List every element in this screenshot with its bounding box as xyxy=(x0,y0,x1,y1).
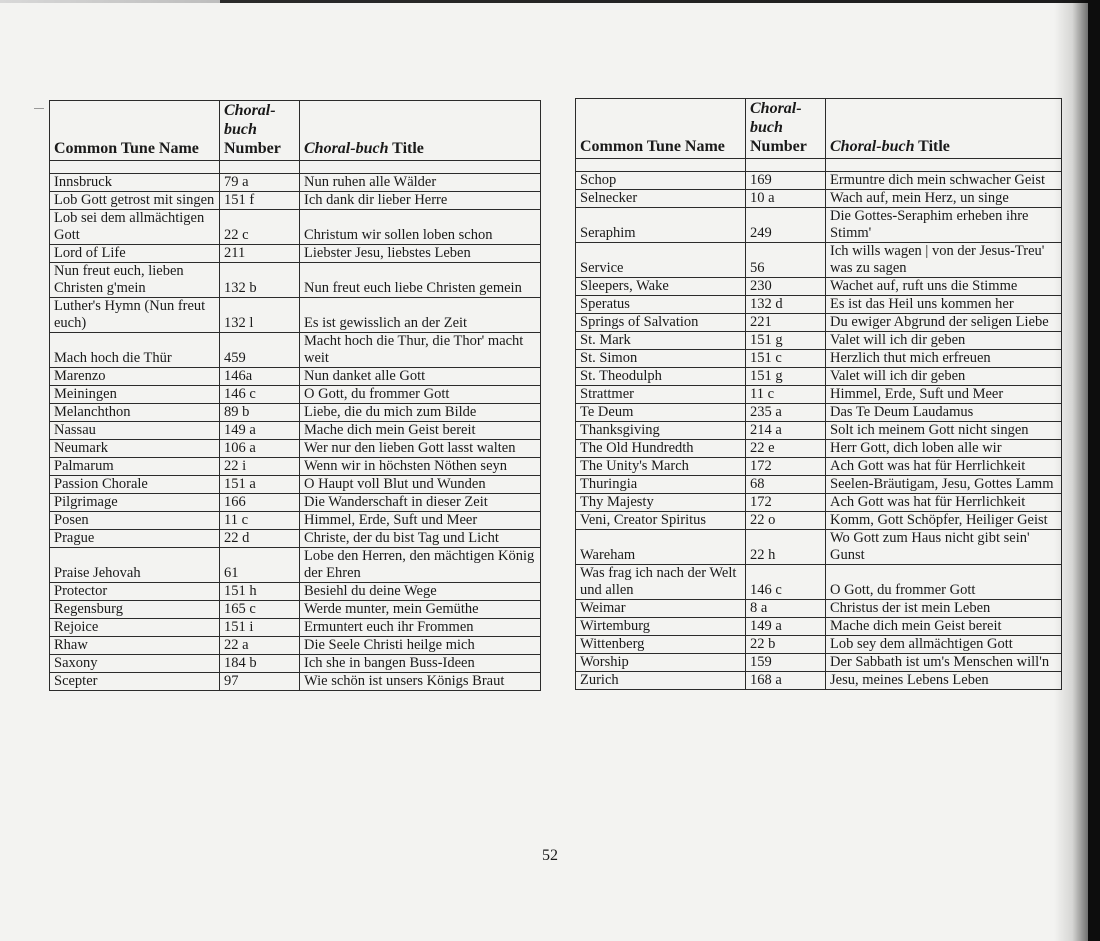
spacer-row xyxy=(576,159,1062,172)
choral-number-cell: 151 i xyxy=(220,619,300,637)
table-row xyxy=(576,476,1062,494)
table-row xyxy=(50,512,541,530)
table-row xyxy=(50,422,541,440)
choral-number-cell: 166 xyxy=(220,494,300,512)
table-row xyxy=(50,210,541,245)
choral-number-cell: 151 f xyxy=(220,192,300,210)
tune-name-cell: Service xyxy=(576,243,746,278)
choral-number-cell: 22 h xyxy=(746,530,826,565)
tune-name-cell: Thy Majesty xyxy=(576,494,746,512)
choral-number-cell: 79 a xyxy=(220,174,300,192)
table-row xyxy=(50,263,541,298)
tune-name-cell: Wareham xyxy=(576,530,746,565)
choral-number-cell: 97 xyxy=(220,673,300,691)
tune-name-cell: Lord of Life xyxy=(50,245,220,263)
table-row xyxy=(50,619,541,637)
spacer-cell xyxy=(826,159,1062,172)
table-row xyxy=(576,494,1062,512)
choral-title-cell: Ach Gott was hat für Herrlichkeit xyxy=(826,458,1062,476)
choral-title-cell: Valet will ich dir geben xyxy=(826,332,1062,350)
choral-title-cell: Valet will ich dir geben xyxy=(826,368,1062,386)
choral-title-cell: Du ewiger Abgrund der seligen Liebe xyxy=(826,314,1062,332)
choral-title-cell: Herzlich thut mich erfreuen xyxy=(826,350,1062,368)
spacer-cell xyxy=(220,161,300,174)
choral-number-cell: 8 a xyxy=(746,600,826,618)
table-row xyxy=(576,600,1062,618)
table-row xyxy=(576,243,1062,278)
choral-number-cell: 151 a xyxy=(220,476,300,494)
tune-name-cell: Innsbruck xyxy=(50,174,220,192)
choral-title-cell: Christum wir sollen loben schon xyxy=(300,210,541,245)
choral-number-cell: 146a xyxy=(220,368,300,386)
choral-title-cell: Jesu, meines Lebens Leben xyxy=(826,672,1062,690)
table-row xyxy=(50,458,541,476)
header-title-label: Title xyxy=(388,140,424,157)
table-row xyxy=(50,637,541,655)
choral-number-cell: 151 h xyxy=(220,583,300,601)
choral-title-cell: Nun danket alle Gott xyxy=(300,368,541,386)
choral-title-cell: Christus der ist mein Leben xyxy=(826,600,1062,618)
choral-title-cell: O Haupt voll Blut und Wunden xyxy=(300,476,541,494)
table-row xyxy=(576,278,1062,296)
tune-name-cell: Strattmer xyxy=(576,386,746,404)
choral-title-cell: Seelen-Bräutigam, Jesu, Gottes Lamm xyxy=(826,476,1062,494)
table-row xyxy=(50,298,541,333)
choral-title-cell: Herr Gott, dich loben alle wir xyxy=(826,440,1062,458)
tune-name-cell: Schop xyxy=(576,172,746,190)
choral-number-cell: 172 xyxy=(746,494,826,512)
header-title xyxy=(826,99,1062,159)
choral-title-cell: Nun freut euch liebe Christen gemein xyxy=(300,263,541,298)
choral-title-cell: Es ist das Heil uns kommen her xyxy=(826,296,1062,314)
tune-name-cell: Luther's Hymn (Nun freut euch) xyxy=(50,298,220,333)
right-tune-table xyxy=(575,98,1062,690)
choral-number-cell: 56 xyxy=(746,243,826,278)
tune-name-cell: Prague xyxy=(50,530,220,548)
tune-name-cell: Melanchthon xyxy=(50,404,220,422)
table-row xyxy=(576,565,1062,600)
table-row xyxy=(576,386,1062,404)
choral-title-cell: Ermuntert euch ihr Frommen xyxy=(300,619,541,637)
tune-name-cell: Was frag ich nach der Welt und allen xyxy=(576,565,746,600)
choral-title-cell: Die Seele Christi heilge mich xyxy=(300,637,541,655)
tune-name-cell: Lob Gott getrost mit singen xyxy=(50,192,220,210)
choral-number-cell: 132 b xyxy=(220,263,300,298)
tune-name-cell: The Old Hundredth xyxy=(576,440,746,458)
tune-name-cell: Meiningen xyxy=(50,386,220,404)
header-number-label: Number xyxy=(224,140,281,157)
header-title-italic: Choral-buch xyxy=(304,140,389,157)
choral-title-cell: Wachet auf, ruft uns die Stimme xyxy=(826,278,1062,296)
tune-name-cell: Speratus xyxy=(576,296,746,314)
tune-name-cell: Wirtemburg xyxy=(576,618,746,636)
choral-title-cell: Die Gottes-Seraphim erheben ihre Stimm' xyxy=(826,208,1062,243)
choral-number-cell: 221 xyxy=(746,314,826,332)
table-row xyxy=(576,672,1062,690)
table-row xyxy=(50,245,541,263)
table-row xyxy=(50,440,541,458)
tune-name-cell: Pilgrimage xyxy=(50,494,220,512)
header-number xyxy=(220,101,300,161)
header-number-italic: Choral-buch xyxy=(224,102,276,138)
choral-number-cell: 214 a xyxy=(746,422,826,440)
choral-number-cell: 22 b xyxy=(746,636,826,654)
tune-name-cell: Selnecker xyxy=(576,190,746,208)
choral-number-cell: 151 c xyxy=(746,350,826,368)
choral-number-cell: 89 b xyxy=(220,404,300,422)
table-row xyxy=(576,296,1062,314)
header-common-tune-name: Common Tune Name xyxy=(576,99,746,159)
table-row xyxy=(576,654,1062,672)
choral-title-cell: Liebe, die du mich zum Bilde xyxy=(300,404,541,422)
tune-name-cell: Palmarum xyxy=(50,458,220,476)
left-tune-table xyxy=(49,100,541,691)
choral-title-cell: Besiehl du deine Wege xyxy=(300,583,541,601)
spacer-cell xyxy=(300,161,541,174)
table-row xyxy=(576,422,1062,440)
table-row xyxy=(50,494,541,512)
table-row xyxy=(50,333,541,368)
table-row xyxy=(576,636,1062,654)
table-row xyxy=(50,404,541,422)
table-row xyxy=(576,618,1062,636)
tune-name-cell: Marenzo xyxy=(50,368,220,386)
choral-number-cell: 230 xyxy=(746,278,826,296)
tune-name-cell: Protector xyxy=(50,583,220,601)
tune-name-cell: Scepter xyxy=(50,673,220,691)
tune-name-cell: Seraphim xyxy=(576,208,746,243)
choral-number-cell: 159 xyxy=(746,654,826,672)
spacer-cell xyxy=(576,159,746,172)
tune-name-cell: Rhaw xyxy=(50,637,220,655)
choral-number-cell: 211 xyxy=(220,245,300,263)
tune-name-cell: Neumark xyxy=(50,440,220,458)
choral-title-cell: Himmel, Erde, Suft und Meer xyxy=(826,386,1062,404)
tune-name-cell: The Unity's March xyxy=(576,458,746,476)
choral-title-cell: Nun ruhen alle Wälder xyxy=(300,174,541,192)
tune-name-cell: Posen xyxy=(50,512,220,530)
table-row xyxy=(576,368,1062,386)
choral-title-cell: Ach Gott was hat für Herrlichkeit xyxy=(826,494,1062,512)
choral-number-cell: 249 xyxy=(746,208,826,243)
choral-number-cell: 22 o xyxy=(746,512,826,530)
tune-name-cell: Zurich xyxy=(576,672,746,690)
header-number xyxy=(746,99,826,159)
table-row xyxy=(576,314,1062,332)
tune-name-cell: St. Simon xyxy=(576,350,746,368)
choral-number-cell: 61 xyxy=(220,548,300,583)
header-number-label: Number xyxy=(750,138,807,155)
choral-title-cell: O Gott, du frommer Gott xyxy=(826,565,1062,600)
tune-name-cell: St. Theodulph xyxy=(576,368,746,386)
choral-title-cell: Es ist gewisslich an der Zeit xyxy=(300,298,541,333)
table-row xyxy=(576,404,1062,422)
tune-name-cell: Worship xyxy=(576,654,746,672)
table-row xyxy=(50,601,541,619)
table-row xyxy=(576,332,1062,350)
choral-number-cell: 151 g xyxy=(746,332,826,350)
spacer-row xyxy=(50,161,541,174)
header-row xyxy=(50,101,541,161)
choral-number-cell: 149 a xyxy=(220,422,300,440)
page-number: 52 xyxy=(542,847,558,864)
choral-number-cell: 22 e xyxy=(746,440,826,458)
tune-name-cell: Regensburg xyxy=(50,601,220,619)
choral-number-cell: 132 l xyxy=(220,298,300,333)
table-row xyxy=(50,673,541,691)
choral-number-cell: 11 c xyxy=(220,512,300,530)
choral-number-cell: 22 i xyxy=(220,458,300,476)
choral-number-cell: 459 xyxy=(220,333,300,368)
choral-title-cell: O Gott, du frommer Gott xyxy=(300,386,541,404)
choral-title-cell: Wo Gott zum Haus nicht gibt sein' Gunst xyxy=(826,530,1062,565)
choral-number-cell: 22 a xyxy=(220,637,300,655)
choral-number-cell: 146 c xyxy=(746,565,826,600)
table-row xyxy=(576,440,1062,458)
tune-name-cell: Thuringia xyxy=(576,476,746,494)
choral-title-cell: Ich she in bangen Buss-Ideen xyxy=(300,655,541,673)
choral-number-cell: 168 a xyxy=(746,672,826,690)
choral-number-cell: 169 xyxy=(746,172,826,190)
header-number-italic: Choral-buch xyxy=(750,100,802,136)
tune-name-cell: Wittenberg xyxy=(576,636,746,654)
choral-title-cell: Wach auf, mein Herz, un singe xyxy=(826,190,1062,208)
table-row xyxy=(50,174,541,192)
choral-number-cell: 184 b xyxy=(220,655,300,673)
table-row xyxy=(50,548,541,583)
tune-name-cell: Weimar xyxy=(576,600,746,618)
spacer-cell xyxy=(746,159,826,172)
tune-name-cell: Mach hoch die Thür xyxy=(50,333,220,368)
choral-title-cell: Himmel, Erde, Suft und Meer xyxy=(300,512,541,530)
header-common-tune-name: Common Tune Name xyxy=(50,101,220,161)
tune-name-cell: Sleepers, Wake xyxy=(576,278,746,296)
table-row xyxy=(576,208,1062,243)
table-row xyxy=(576,172,1062,190)
tune-name-cell: Springs of Salvation xyxy=(576,314,746,332)
table-row xyxy=(576,190,1062,208)
tune-name-cell: Rejoice xyxy=(50,619,220,637)
header-title xyxy=(300,101,541,161)
header-row xyxy=(576,99,1062,159)
choral-title-cell: Mache dich mein Geist bereit xyxy=(826,618,1062,636)
choral-number-cell: 22 d xyxy=(220,530,300,548)
choral-title-cell: Solt ich meinem Gott nicht singen xyxy=(826,422,1062,440)
table-row xyxy=(50,476,541,494)
choral-number-cell: 10 a xyxy=(746,190,826,208)
choral-number-cell: 235 a xyxy=(746,404,826,422)
header-title-label: Title xyxy=(914,138,950,155)
tune-name-cell: Nun freut euch, lieben Christen g'mein xyxy=(50,263,220,298)
choral-number-cell: 151 g xyxy=(746,368,826,386)
tune-name-cell: Saxony xyxy=(50,655,220,673)
table-row xyxy=(576,458,1062,476)
choral-title-cell: Lob sey dem allmächtigen Gott xyxy=(826,636,1062,654)
choral-number-cell: 172 xyxy=(746,458,826,476)
choral-title-cell: Ich wills wagen | von der Jesus-Treu' was zu sagen xyxy=(826,243,1062,278)
choral-title-cell: Ich dank dir lieber Herre xyxy=(300,192,541,210)
choral-title-cell: Mache dich mein Geist bereit xyxy=(300,422,541,440)
tune-name-cell: Veni, Creator Spiritus xyxy=(576,512,746,530)
choral-title-cell: Wenn wir in höchsten Nöthen seyn xyxy=(300,458,541,476)
tune-name-cell: Nassau xyxy=(50,422,220,440)
scan-top-edge xyxy=(0,0,1100,3)
choral-number-cell: 11 c xyxy=(746,386,826,404)
choral-title-cell: Christe, der du bist Tag und Licht xyxy=(300,530,541,548)
table-row xyxy=(50,583,541,601)
choral-title-cell: Liebster Jesu, liebstes Leben xyxy=(300,245,541,263)
choral-number-cell: 149 a xyxy=(746,618,826,636)
choral-number-cell: 146 c xyxy=(220,386,300,404)
book-spine-edge xyxy=(1088,0,1100,941)
choral-number-cell: 165 c xyxy=(220,601,300,619)
choral-title-cell: Werde munter, mein Gemüthe xyxy=(300,601,541,619)
choral-title-cell: Das Te Deum Laudamus xyxy=(826,404,1062,422)
tune-name-cell: Praise Jehovah xyxy=(50,548,220,583)
table-row xyxy=(50,368,541,386)
table-row xyxy=(576,350,1062,368)
choral-title-cell: Der Sabbath ist um's Menschen will'n xyxy=(826,654,1062,672)
spacer-cell xyxy=(50,161,220,174)
table-row xyxy=(50,386,541,404)
tune-name-cell: Thanksgiving xyxy=(576,422,746,440)
table-row xyxy=(576,530,1062,565)
tune-name-cell: Lob sei dem allmächtigen Gott xyxy=(50,210,220,245)
header-title-italic: Choral-buch xyxy=(830,138,915,155)
tune-name-cell: St. Mark xyxy=(576,332,746,350)
tune-name-cell: Passion Chorale xyxy=(50,476,220,494)
margin-tick xyxy=(34,108,44,109)
choral-number-cell: 132 d xyxy=(746,296,826,314)
choral-title-cell: Lobe den Herren, den mächtigen König der Ehren xyxy=(300,548,541,583)
choral-title-cell: Die Wanderschaft in dieser Zeit xyxy=(300,494,541,512)
choral-title-cell: Ermuntre dich mein schwacher Geist xyxy=(826,172,1062,190)
tune-name-cell: Te Deum xyxy=(576,404,746,422)
choral-title-cell: Wer nur den lieben Gott lasst walten xyxy=(300,440,541,458)
choral-number-cell: 22 c xyxy=(220,210,300,245)
table-row xyxy=(576,512,1062,530)
choral-number-cell: 68 xyxy=(746,476,826,494)
table-row xyxy=(50,655,541,673)
table-row xyxy=(50,530,541,548)
choral-title-cell: Wie schön ist unsers Königs Braut xyxy=(300,673,541,691)
choral-title-cell: Macht hoch die Thur, die Thor' macht weit xyxy=(300,333,541,368)
choral-number-cell: 106 a xyxy=(220,440,300,458)
choral-title-cell: Komm, Gott Schöpfer, Heiliger Geist xyxy=(826,512,1062,530)
table-row xyxy=(50,192,541,210)
